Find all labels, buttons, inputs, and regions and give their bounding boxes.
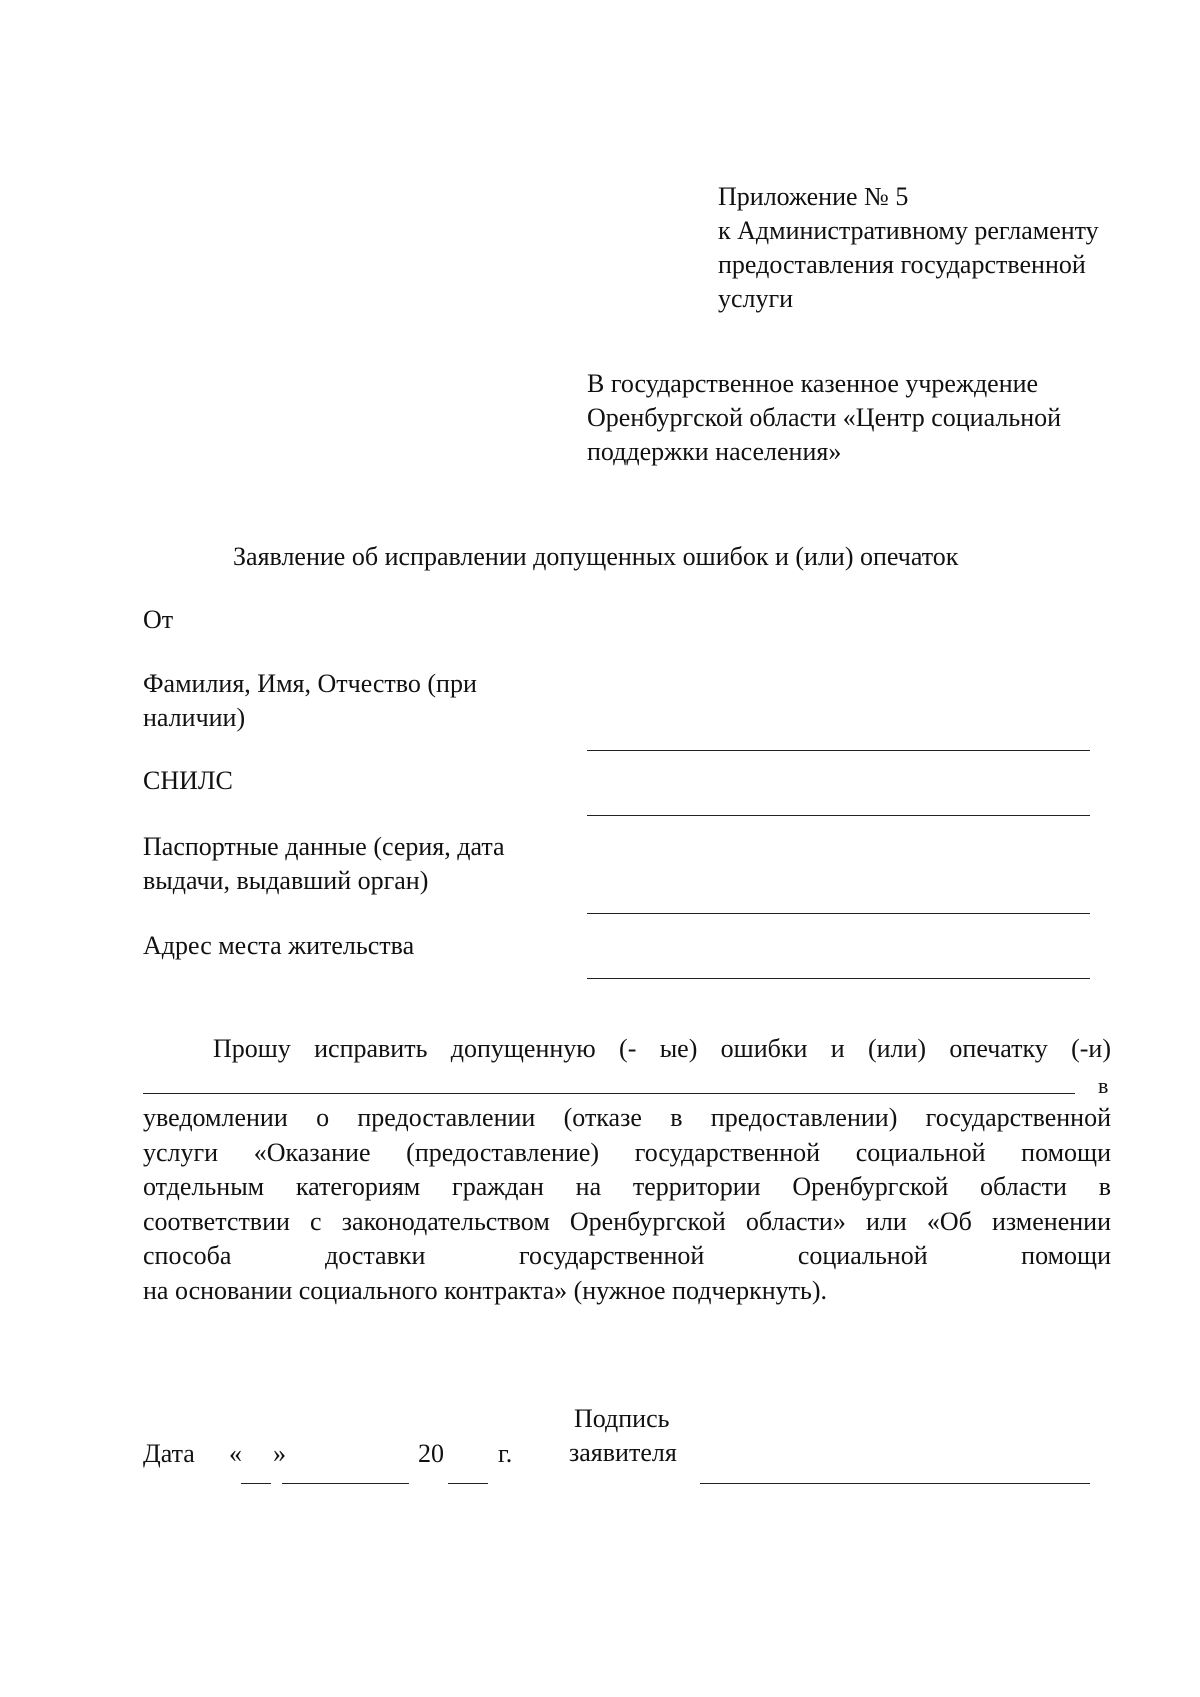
date-year-line[interactable]	[448, 1483, 488, 1484]
passport-input-line[interactable]	[587, 913, 1090, 914]
appendix-header	[718, 180, 1099, 316]
address-label: Адрес места жительства	[143, 931, 415, 960]
signature-input-line[interactable]	[700, 1483, 1090, 1484]
request-body-line: услуги «Оказание (предоставление) государственной социальной помощи	[143, 1137, 1111, 1167]
date-day-line[interactable]	[241, 1483, 271, 1484]
snils-input-line[interactable]	[587, 815, 1090, 816]
date-quote-open: «	[229, 1439, 242, 1468]
request-body-line: способа доставки государственной социальной помощи	[143, 1241, 1111, 1270]
addressee-line: В государственное казенное учреждение	[587, 369, 1039, 398]
passport-label	[143, 830, 505, 898]
request-body	[143, 1101, 1111, 1308]
signature-label	[569, 1402, 677, 1470]
document-title: Заявление об исправлении допущенных ошибок и (или) опечаток	[233, 542, 959, 571]
request-body-line: отдельным категориям граждан на территории Оренбургской области в	[143, 1172, 1111, 1201]
request-body-line: соответствии с законодательством Оренбургской области» или «Об изменении	[143, 1206, 1111, 1236]
date-year-prefix: 20	[418, 1439, 444, 1468]
addressee-block	[587, 367, 1061, 469]
date-month-line[interactable]	[282, 1483, 409, 1484]
fio-label-line: наличии)	[143, 703, 246, 732]
date-year-suffix: г.	[498, 1439, 513, 1468]
date-label: Дата	[143, 1439, 195, 1468]
appendix-reference: к Административному регламенту	[718, 216, 1099, 245]
appendix-reference-2: предоставления государственной	[718, 250, 1086, 279]
appendix-number: Приложение № 5	[718, 182, 909, 211]
request-text: Прошу исправить допущенную (- ые) ошибки и (или) опечатку (-и)	[213, 1034, 1111, 1063]
addressee-line: поддержки населения»	[587, 437, 842, 466]
signature-label-line: Подпись	[574, 1404, 670, 1433]
passport-label-line: Паспортные данные (серия, дата	[143, 832, 505, 861]
from-label: От	[143, 605, 174, 634]
fio-label-line: Фамилия, Имя, Отчество (при	[143, 669, 477, 698]
request-body-line: на основании социального контракта» (нужное подчеркнуть).	[143, 1275, 828, 1305]
fio-label	[143, 667, 477, 735]
appendix-reference-3: услуги	[718, 284, 794, 313]
fio-input-line[interactable]	[587, 750, 1090, 751]
request-first-line	[143, 1032, 1111, 1067]
date-quote-close: »	[273, 1439, 286, 1468]
addressee-line: Оренбургской области «Центр социальной	[587, 403, 1062, 432]
address-input-line[interactable]	[587, 978, 1090, 979]
error-description-line[interactable]	[143, 1093, 1075, 1094]
snils-label: СНИЛС	[143, 766, 233, 795]
passport-label-line: выдачи, выдавший орган)	[143, 866, 429, 895]
signature-label-line: заявителя	[569, 1438, 677, 1467]
request-body-line: уведомлении о предоставлении (отказе в предоставлении) государственной	[143, 1103, 1111, 1132]
request-trailing-preposition: в	[1098, 1073, 1109, 1098]
